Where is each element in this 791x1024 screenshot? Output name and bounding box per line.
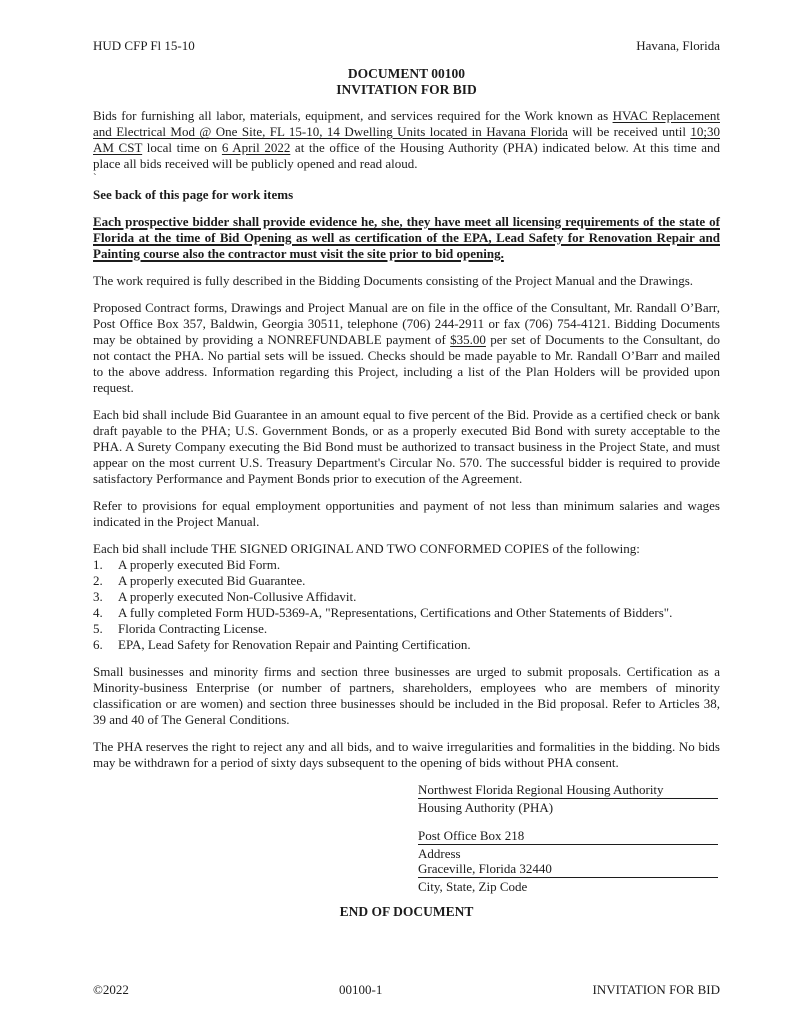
footer-copyright: ©2022 [93, 982, 129, 997]
end-of-document-marker: END OF DOCUMENT [339, 904, 474, 919]
bids-text-segment: Bids for furnishing all labor, materials, equipment, and services required for the Work known as [93, 108, 613, 123]
list-item [93, 605, 720, 621]
document-body [93, 108, 720, 920]
bids-text-segment: local time on [142, 140, 222, 155]
header-project-id: HUD CFP Fl 15-10 [93, 38, 195, 53]
contract-forms-segment: per set of Documents to the Consultant, do not contact the PHA. No partial sets will be issued. Checks should be made payable to Mr. Randall O’Barr and mailed to the above address. Information regarding this Project, including a list of the Plan Holders will be provided upon request. [93, 332, 720, 395]
bids-text-segment: will be received until [567, 124, 691, 139]
bid-date-underlined: 6 April 2022 [221, 140, 291, 155]
signature-block [418, 782, 718, 894]
bid-time-underlined: 10;30 AM CST [93, 124, 720, 155]
paragraph-small-business: Small businesses and minority firms and section three businesses are urged to submit proposals. Certification as a Minority-business Enterprise (or number of partners, shareholders, employees who are members of minority classification or are women) and section three businesses should be included in the Bid proposal. Refer to Articles 38, 39 and 40 of The General Conditions. [93, 664, 720, 727]
list-item-text: A fully completed Form HUD-5369-A, "Representations, Certifications and Other Statements of Bidders". [118, 605, 673, 620]
list-item [93, 637, 720, 653]
page-header [93, 38, 720, 54]
signature-address-value: Post Office Box 218 [418, 828, 718, 845]
list-item-text: EPA, Lead Safety for Renovation Repair and Painting Certification. [118, 637, 471, 652]
list-item [93, 557, 720, 573]
paragraph-work-required: The work required is fully described in the Bidding Documents consisting of the Project Manual and the Drawings. [93, 273, 694, 288]
bidder-requirements-notice: Each prospective bidder shall provide evidence he, she, they have meet all licensing requirements of the state of Florida at the time of Bid Opening as well as certification of the EPA, Lead Safety for Renovation Repair and Painting course also the contractor must visit the site prior to bid opening. [93, 214, 720, 261]
title-block [93, 66, 720, 98]
list-item-number: 4. [93, 605, 103, 620]
contract-forms-segment: Proposed Contract forms, Drawings and Project Manual are on file in the office of the Consultant, Mr. Randall O’Barr, Post Office Box 357, Baldwin, Georgia 30511, telephone (706) 244-2911 or fax (706) 754-4121. Bidding Documents may be obtained by providing a NONREFUNDABLE payment of [93, 300, 720, 347]
footer-page-number: 00100-1 [339, 982, 383, 997]
list-item-text: A properly executed Non-Collusive Affidavit. [118, 589, 357, 604]
payment-amount-underlined: $35.00 [450, 332, 486, 347]
list-item-number: 5. [93, 621, 103, 636]
bids-text-segment: at the office of the Housing Authority (PHA) indicated below. At this time and place all bids received will be publicly opened and read aloud. [93, 140, 721, 171]
stray-mark: ` [93, 172, 97, 184]
list-item-number: 6. [93, 637, 103, 652]
list-item-text: A properly executed Bid Guarantee. [118, 573, 306, 588]
document-number-title: DOCUMENT 00100 [347, 66, 466, 81]
paragraph-bid-guarantee: Each bid shall include Bid Guarantee in an amount equal to five percent of the Bid. Provide as a certified check or bank draft payable to the PHA; U.S. Government Bonds, or as a properly executed Bid Bond with surety acceptable to the PHA. A Surety Company executing the Bid Bond must be authorized to transact business in the Project State, and must appear on the most current U.S. Treasury Department's Circular No. 570. The successful bidder is required to provide satisfactory Performance and Payment Bonds prior to execution of the Agreement. [93, 407, 720, 486]
paragraph-copies-intro: Each bid shall include THE SIGNED ORIGINAL AND TWO CONFORMED COPIES of the following: [93, 541, 640, 556]
header-location: Havana, Florida [636, 38, 720, 53]
page-footer [93, 982, 720, 998]
invitation-title: INVITATION FOR BID [336, 82, 477, 97]
work-title-underlined: HVAC Replacement and Electrical Mod @ One Site, FL 15-10, 14 Dwelling Units located in Havana Florida [93, 108, 720, 139]
list-item [93, 573, 720, 589]
list-item-text: A properly executed Bid Form. [118, 557, 281, 572]
paragraph-equal-employment: Refer to provisions for equal employment opportunities and payment of not less than minimum salaries and wages indicated in the Project Manual. [93, 498, 720, 529]
signature-address-label: Address [418, 846, 461, 861]
list-item [93, 589, 720, 605]
paragraph-bids [93, 108, 720, 172]
list-item [93, 621, 720, 637]
paragraph-contract-forms [93, 300, 720, 396]
list-item-number: 3. [93, 589, 103, 604]
signature-city-label: City, State, Zip Code [418, 879, 528, 894]
signature-city-value: Graceville, Florida 32440 [418, 861, 718, 878]
paragraph-pha-rights: The PHA reserves the right to reject any and all bids, and to waive irregularities and formalities in the bidding. No bids may be withdrawn for a period of sixty days subsequent to the opening of bids without PHA consent. [93, 739, 720, 770]
list-item-number: 2. [93, 573, 103, 588]
signature-spacer [418, 815, 718, 828]
footer-document-title: INVITATION FOR BID [592, 982, 720, 997]
see-back-note: See back of this page for work items [93, 187, 294, 202]
signature-authority-name: Northwest Florida Regional Housing Authority [418, 782, 718, 799]
list-item-number: 1. [93, 557, 103, 572]
signature-authority-label: Housing Authority (PHA) [418, 800, 554, 815]
list-item-text: Florida Contracting License. [118, 621, 268, 636]
bid-items-list [93, 557, 720, 653]
